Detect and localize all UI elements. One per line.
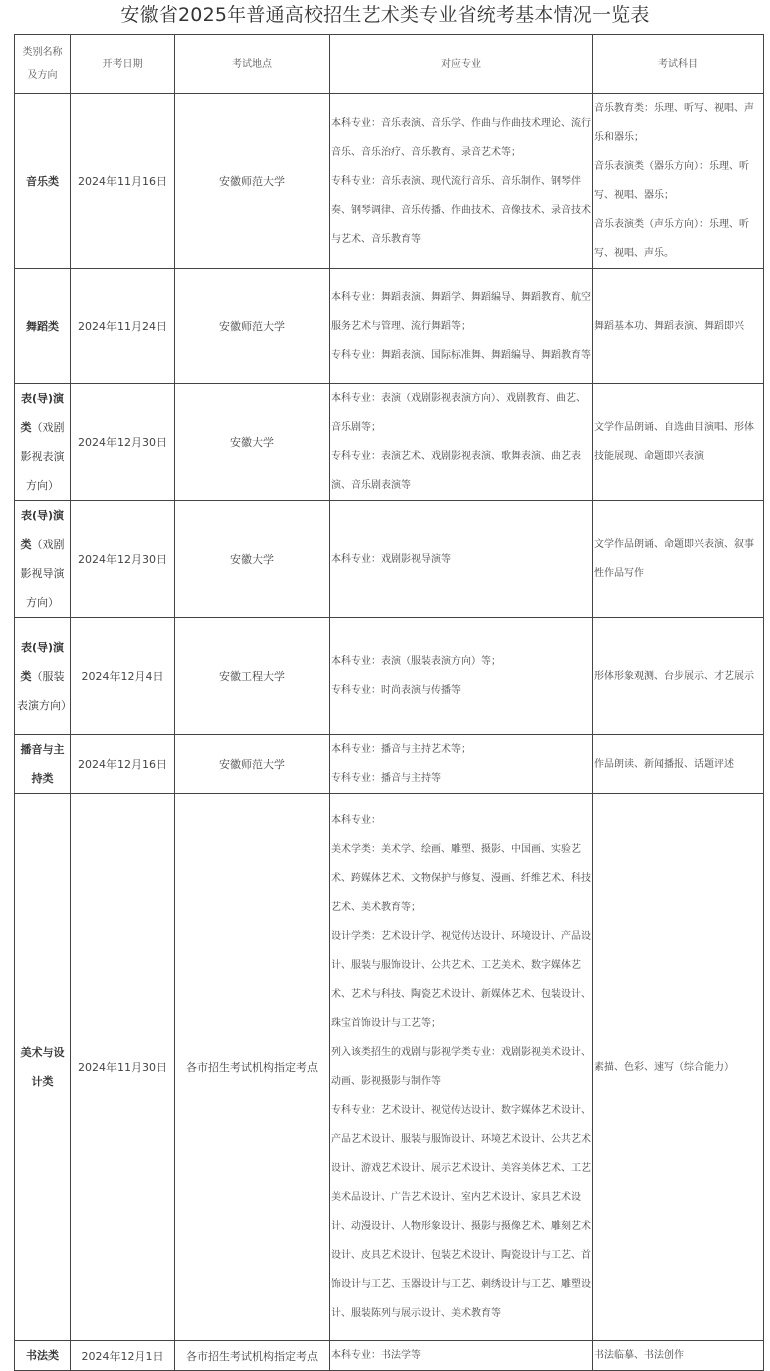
category-name: 播音与主持类 bbox=[20, 743, 65, 785]
page-title: 安徽省2025年普通高校招生艺术类专业省统考基本情况一览表 bbox=[120, 4, 650, 26]
exam-date: 2024年12月16日 bbox=[71, 735, 175, 794]
category-name: 表(导)演类 bbox=[20, 640, 65, 683]
table-row bbox=[15, 384, 764, 501]
table-row bbox=[15, 501, 764, 618]
header-subjects: 考试科目 bbox=[593, 35, 764, 94]
major-line: 列入该类招生的戏剧与影视学类专业：戏剧影视美术设计、动画、影视摄影与制作等 bbox=[331, 1047, 591, 1087]
header-majors: 对应专业 bbox=[330, 35, 593, 94]
table-row bbox=[15, 269, 764, 384]
subject-line: 音乐表演类（器乐方向）：乐理、听写、视唱、器乐； bbox=[594, 161, 749, 201]
category-name: 音乐类 bbox=[26, 174, 59, 188]
subject-line: 音乐表演类（声乐方向）：乐理、听写、视唱、声乐。 bbox=[594, 219, 749, 259]
exam-date: 2024年11月16日 bbox=[71, 94, 175, 269]
majors-cell bbox=[330, 618, 593, 735]
major-line: 专科专业：表演艺术、戏剧影视表演、歌舞表演、曲艺表演、音乐剧表演等 bbox=[331, 451, 581, 491]
exam-location: 安徽工程大学 bbox=[175, 618, 330, 735]
table-row bbox=[15, 735, 764, 794]
majors-cell bbox=[330, 794, 593, 1341]
major-line: 本科专业：表演（服装表演方向）等； bbox=[331, 656, 501, 667]
category-cell bbox=[15, 735, 71, 794]
subject-line: 文学作品朗诵、命题即兴表演、叙事性作品写作 bbox=[594, 539, 754, 579]
subjects-cell bbox=[593, 384, 764, 501]
subject-line: 文学作品朗诵、自选曲目演唱、形体技能展现、命题即兴表演 bbox=[594, 422, 754, 462]
category-name: 美术与设计类 bbox=[20, 1046, 65, 1088]
major-line: 本科专业：表演（戏剧影视表演方向）、戏剧教育、曲艺、音乐剧等； bbox=[331, 393, 586, 433]
exam-location: 安徽大学 bbox=[175, 384, 330, 501]
category-direction: （服装表演方向） bbox=[17, 669, 72, 712]
exam-location: 安徽师范大学 bbox=[175, 269, 330, 384]
table-header-row bbox=[15, 35, 764, 94]
major-line: 专科专业：舞蹈表演、国际标准舞、舞蹈编导、舞蹈教育等 bbox=[331, 349, 591, 361]
category-cell bbox=[15, 384, 71, 501]
exam-date: 2024年12月30日 bbox=[71, 501, 175, 618]
subjects-cell bbox=[593, 618, 764, 735]
category-name: 表(导)演类 bbox=[20, 509, 65, 551]
majors-cell bbox=[330, 735, 593, 794]
category-cell bbox=[15, 1341, 71, 1371]
major-line: 本科专业：戏剧影视导演等 bbox=[331, 553, 451, 565]
exam-date: 2024年12月1日 bbox=[71, 1341, 175, 1371]
category-cell bbox=[15, 501, 71, 618]
major-line: 美术学类：美术学、绘画、雕塑、摄影、中国画、实验艺术、跨媒体艺术、文物保护与修复、漫画、纤维艺术、科技艺术、美术教育等； bbox=[331, 844, 591, 913]
category-name: 表(导)演类 bbox=[20, 392, 65, 434]
subjects-cell bbox=[593, 94, 764, 269]
exam-location: 各市招生考试机构指定考点 bbox=[175, 1341, 330, 1371]
major-line: 专科专业：音乐表演、现代流行音乐、音乐制作、钢琴伴奏、钢琴调律、音乐传播、作曲技术、音像技术、录音技术与艺术、音乐教育等 bbox=[331, 175, 591, 245]
exam-location: 安徽师范大学 bbox=[175, 735, 330, 794]
majors-cell bbox=[330, 384, 593, 501]
table-row bbox=[15, 794, 764, 1341]
subjects-cell bbox=[593, 735, 764, 794]
majors-cell bbox=[330, 94, 593, 269]
category-name: 书法类 bbox=[26, 1349, 59, 1362]
major-line: 本科专业：舞蹈表演、舞蹈学、舞蹈编导、舞蹈教育、航空服务艺术与管理、流行舞蹈等； bbox=[331, 291, 591, 332]
exam-date: 2024年12月30日 bbox=[71, 384, 175, 501]
major-line: 本科专业：书法学等 bbox=[331, 1350, 421, 1361]
header-category: 类别名称及方向 bbox=[15, 35, 71, 94]
major-line: 设计学类：艺术设计学、视觉传达设计、环境设计、产品设计、服装与服饰设计、公共艺术、工艺美术、数字媒体艺术、艺术与科技、陶瓷艺术设计、新媒体艺术、包装设计、珠宝首饰设计与工艺等； bbox=[331, 931, 591, 1029]
subjects-cell bbox=[593, 501, 764, 618]
major-line: 专科专业：艺术设计、视觉传达设计、数字媒体艺术设计、产品艺术设计、服装与服饰设计、环境艺术设计、公共艺术设计、游戏艺术设计、展示艺术设计、美容美体艺术、工艺美术品设计、广告艺术设计、室内艺术设计、家具艺术设计、动漫设计、人物形象设计、摄影与摄像艺术、雕刻艺术设计、皮具艺术设计、包装艺术设计、陶瓷设计与工艺、首饰设计与工艺、玉器设计与工艺、刺绣设计与工艺、雕塑设计、服装陈列与展示设计、美术教育等 bbox=[331, 1105, 591, 1319]
subject-line: 素描、色彩、速写（综合能力） bbox=[594, 1061, 734, 1073]
table-row bbox=[15, 1341, 764, 1371]
header-location: 考试地点 bbox=[175, 35, 330, 94]
category-cell bbox=[15, 269, 71, 384]
subjects-cell bbox=[593, 269, 764, 384]
majors-cell bbox=[330, 1341, 593, 1371]
exam-location: 各市招生考试机构指定考点 bbox=[175, 794, 330, 1341]
table-body bbox=[15, 94, 764, 1371]
subject-line: 舞蹈基本功、舞蹈表演、舞蹈即兴 bbox=[594, 320, 744, 332]
major-line: 本科专业：音乐表演、音乐学、作曲与作曲技术理论、流行音乐、音乐治疗、音乐教育、录音艺术等； bbox=[331, 117, 591, 158]
category-cell bbox=[15, 794, 71, 1341]
table-row bbox=[15, 618, 764, 735]
category-direction: （戏剧影视表演方向） bbox=[20, 421, 65, 492]
exam-info-table bbox=[14, 34, 764, 1371]
subject-line: 音乐教育类：乐理、听写、视唱、声乐和器乐； bbox=[594, 103, 754, 143]
header-date: 开考日期 bbox=[71, 35, 175, 94]
major-line: 本科专业：播音与主持艺术等； bbox=[331, 744, 471, 755]
exam-date: 2024年12月4日 bbox=[71, 618, 175, 735]
table-row bbox=[15, 94, 764, 269]
exam-date: 2024年11月24日 bbox=[71, 269, 175, 384]
subjects-cell bbox=[593, 1341, 764, 1371]
category-cell bbox=[15, 618, 71, 735]
category-name: 舞蹈类 bbox=[26, 319, 59, 333]
exam-location: 安徽大学 bbox=[175, 501, 330, 618]
subjects-cell bbox=[593, 794, 764, 1341]
subject-line: 形体形象观测、台步展示、才艺展示 bbox=[594, 670, 754, 682]
exam-location: 安徽师范大学 bbox=[175, 94, 330, 269]
category-cell bbox=[15, 94, 71, 269]
subject-line: 作品朗读、新闻播报、话题评述 bbox=[594, 758, 734, 770]
subject-line: 书法临摹、书法创作 bbox=[594, 1350, 684, 1361]
majors-cell bbox=[330, 269, 593, 384]
majors-cell bbox=[330, 501, 593, 618]
exam-date: 2024年11月30日 bbox=[71, 794, 175, 1341]
category-direction: （戏剧影视导演方向） bbox=[20, 538, 65, 609]
major-line: 本科专业： bbox=[331, 815, 381, 826]
major-line: 专科专业：时尚表演与传播等 bbox=[331, 685, 461, 696]
major-line: 专科专业：播音与主持等 bbox=[331, 773, 441, 784]
